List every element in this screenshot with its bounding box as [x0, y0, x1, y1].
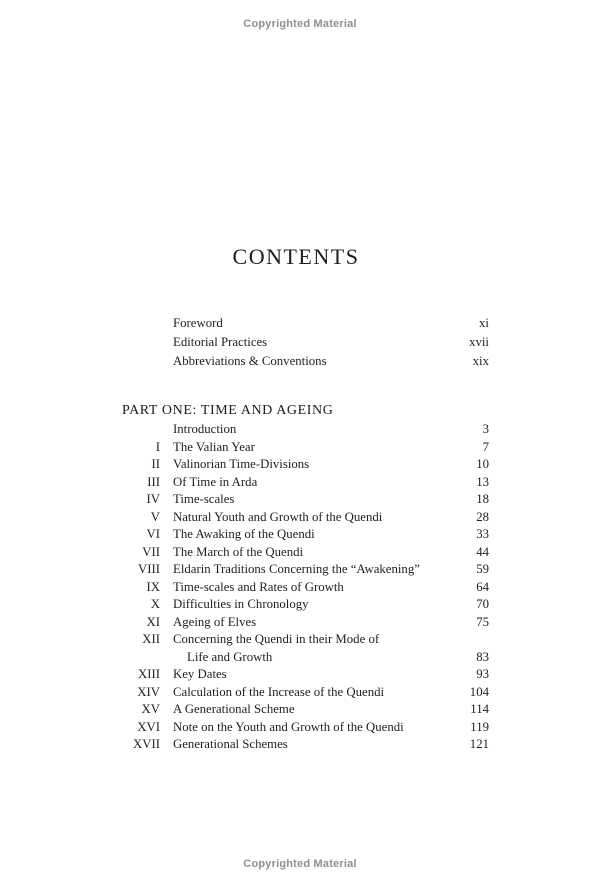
- chapter-title-text: The March of the Quendi: [173, 544, 304, 559]
- chapter-page-number: 114: [470, 702, 489, 716]
- chapter-page-number: 83: [476, 649, 489, 664]
- chapter-title: [173, 314, 471, 333]
- chapter-numeral: XI: [146, 614, 160, 629]
- chapter-title: [173, 596, 468, 614]
- chapter-numeral: IX: [146, 579, 160, 594]
- chapter-title-text: Eldarin Traditions Concerning the “Awakening”: [173, 562, 420, 576]
- chapter-page-number: 119: [470, 719, 489, 734]
- chapter-title-text: Of Time in Arda: [173, 474, 258, 489]
- chapter-title-text: The Awaking of the Quendi: [173, 527, 315, 541]
- chapter-title-text: Natural Youth and Growth of the Quendi: [173, 509, 383, 524]
- chapter-title: [173, 561, 468, 579]
- chapter-numeral: IV: [146, 492, 160, 506]
- copyright-notice-top: Copyrighted Material: [243, 18, 357, 30]
- chapter-page-number: 33: [476, 527, 489, 541]
- chapter-page-number: 64: [476, 579, 489, 594]
- chapter-title-text: Calculation of the Increase of the Quendi: [173, 684, 385, 699]
- chapter-title-text: Generational Schemes: [173, 737, 288, 751]
- toc-entry: [122, 684, 489, 702]
- chapter-title: [173, 631, 468, 666]
- chapter-numeral: XIII: [137, 667, 160, 681]
- chapter-page-number: 28: [476, 509, 489, 524]
- front-matter-list: [122, 314, 489, 371]
- chapter-numeral: XV: [141, 702, 160, 716]
- chapter-title-text: Time-scales: [173, 492, 235, 506]
- chapter-title: [173, 333, 461, 352]
- chapter-page-number: xix: [472, 354, 489, 368]
- toc-entry: [122, 736, 489, 754]
- chapter-numeral: II: [151, 457, 160, 471]
- chapter-page-number: 18: [476, 492, 489, 506]
- chapter-numeral: XVII: [132, 737, 160, 751]
- chapter-title: [173, 526, 468, 544]
- chapter-title-text: Editorial Practices: [173, 335, 268, 349]
- chapter-title: [173, 614, 468, 632]
- toc-entry: [122, 701, 489, 719]
- chapter-page-number: xi: [479, 316, 489, 330]
- chapter-title-text-line2: Life and Growth: [187, 649, 273, 664]
- chapter-numeral: VI: [146, 527, 160, 541]
- toc-entry: [122, 526, 489, 544]
- toc-entry: [122, 666, 489, 684]
- chapter-page-number: 75: [476, 614, 489, 629]
- chapter-numeral: XIV: [137, 684, 160, 699]
- chapter-title-text: Note on the Youth and Growth of the Quendi: [173, 719, 404, 734]
- toc-entry: [122, 579, 489, 597]
- chapter-title-text: Foreword: [173, 316, 223, 330]
- chapter-title-text: The Valian Year: [173, 439, 255, 454]
- chapter-page-number: 70: [476, 597, 489, 611]
- chapter-numeral: XII: [142, 632, 160, 646]
- chapter-page-number: 44: [476, 544, 489, 559]
- chapter-title: [173, 736, 462, 754]
- chapter-title: [173, 666, 468, 684]
- chapter-page-number: 3: [482, 422, 489, 436]
- toc-entry: [122, 631, 489, 666]
- chapter-numeral: VIII: [137, 562, 160, 576]
- chapter-title-text: A Generational Scheme: [173, 702, 295, 716]
- chapter-title: [173, 544, 468, 562]
- chapter-title: [173, 701, 462, 719]
- chapter-page-number: 59: [476, 562, 489, 576]
- toc-entry: [122, 544, 489, 562]
- toc-entry: [122, 614, 489, 632]
- chapter-title-text: Ageing of Elves: [173, 614, 257, 629]
- chapter-page-number: 93: [476, 667, 489, 681]
- chapter-title: [173, 579, 468, 597]
- chapter-title-text: Concerning the Quendi in their Mode of: [173, 632, 380, 646]
- chapter-numeral: I: [155, 439, 160, 454]
- contents-page-title: CONTENTS: [232, 244, 360, 269]
- toc-entry: [122, 421, 489, 439]
- chapter-title: [173, 474, 468, 492]
- chapter-title: [173, 439, 475, 457]
- toc-entry: [122, 314, 489, 333]
- chapter-title: [173, 719, 462, 737]
- chapter-numeral: XVI: [137, 719, 160, 734]
- chapter-numeral: III: [147, 474, 160, 489]
- chapter-title: [173, 421, 475, 439]
- chapter-title: [173, 509, 468, 527]
- chapter-title-text: Abbreviations & Conventions: [173, 354, 327, 368]
- chapter-title-text: Valinorian Time-Divisions: [173, 457, 310, 471]
- chapter-page-number: 7: [482, 439, 489, 454]
- chapter-title-text: Difficulties in Chronology: [173, 597, 309, 611]
- chapter-page-number: 104: [469, 684, 489, 699]
- chapter-page-number: 121: [469, 737, 489, 751]
- chapter-page-number: 13: [476, 474, 489, 489]
- toc-entry: [122, 509, 489, 527]
- toc-entry: [122, 596, 489, 614]
- toc-entry: [122, 491, 489, 509]
- copyright-notice-bottom: Copyrighted Material: [243, 858, 357, 870]
- chapter-numeral: VII: [142, 544, 160, 559]
- chapter-page-number: xvii: [469, 335, 489, 349]
- toc-entry: [122, 352, 489, 371]
- toc-entry: [122, 719, 489, 737]
- chapter-title: [173, 352, 465, 371]
- chapter-title-text: Introduction: [173, 422, 237, 436]
- chapter-list: [122, 421, 489, 754]
- toc-entry: [122, 456, 489, 474]
- chapter-title-text: Key Dates: [173, 667, 227, 681]
- chapter-title-text: Time-scales and Rates of Growth: [173, 579, 344, 594]
- toc-entry: [122, 333, 489, 352]
- chapter-page-number: 10: [476, 457, 489, 471]
- toc-entry: [122, 439, 489, 457]
- chapter-title: [173, 684, 462, 702]
- chapter-numeral: V: [150, 509, 160, 524]
- chapter-title: [173, 491, 468, 509]
- toc-entry: [122, 561, 489, 579]
- toc-entry: [122, 474, 489, 492]
- part-one-heading: PART ONE: TIME AND AGEING: [122, 403, 334, 418]
- chapter-numeral: X: [150, 597, 160, 611]
- chapter-title: [173, 456, 468, 474]
